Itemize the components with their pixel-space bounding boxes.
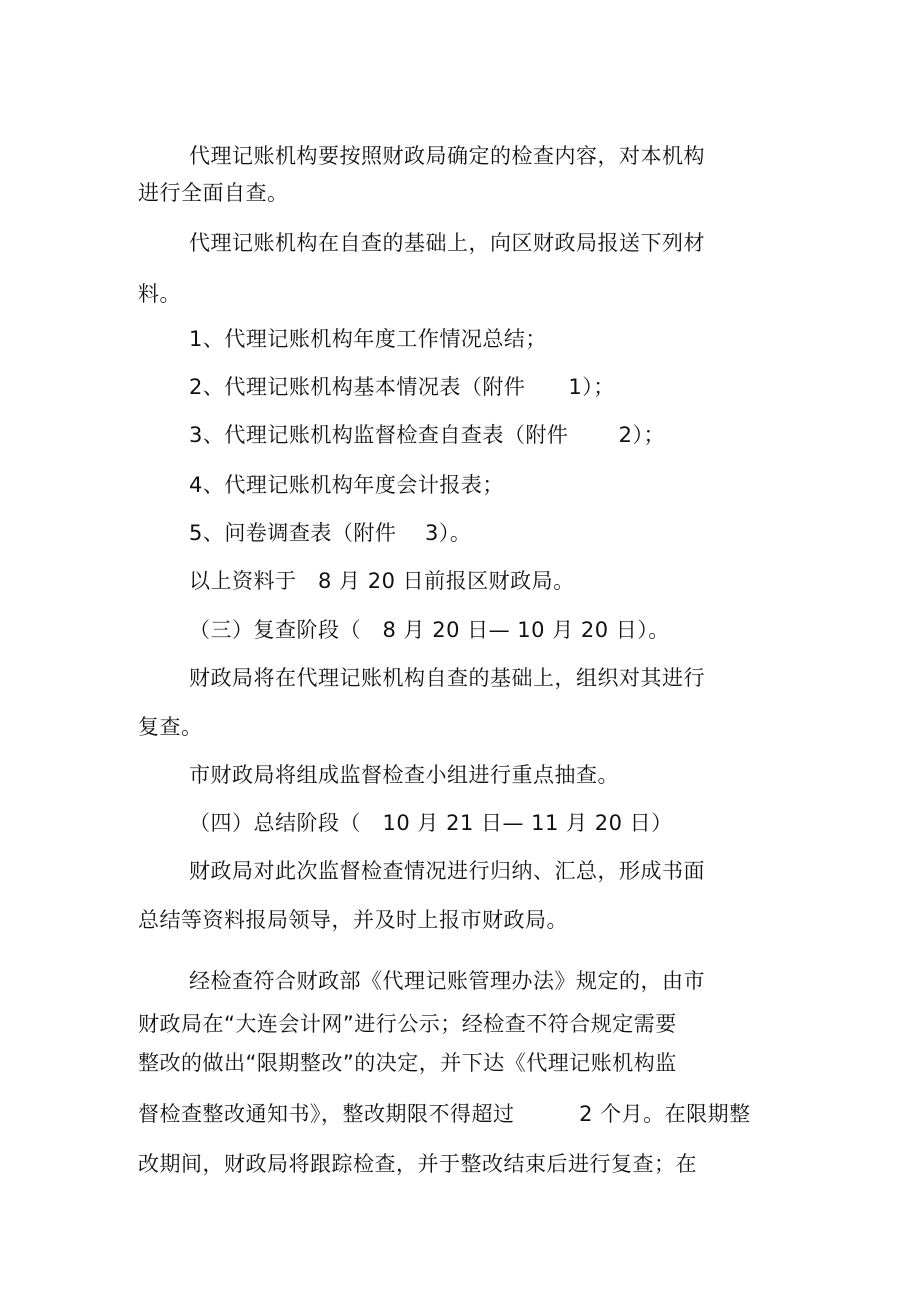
paragraph-line: 市财政局将组成监督检查小组进行重点抽查。 xyxy=(189,763,619,787)
list-item: 3、代理记账机构监督检查自查表（附件 2）； xyxy=(189,423,665,447)
section-heading: （四）总结阶段（ 10 月 21 日— 11 月 20 日） xyxy=(189,811,673,835)
paragraph-line: 督检查整改通知书》，整改期限不得超过 2 个月。在限期整 xyxy=(138,1102,751,1126)
paragraph-line: 料。 xyxy=(138,282,181,306)
list-item: 2、代理记账机构基本情况表（附件 1）； xyxy=(189,375,615,399)
paragraph-line: 复查。 xyxy=(138,715,203,739)
paragraph-line: 财政局对此次监督检查情况进行归纳、汇总，形成书面 xyxy=(189,859,705,883)
paragraph-line: 以上资料于 8 月 20 日前报区财政局。 xyxy=(189,569,575,593)
paragraph-line: 经检查符合财政部《代理记账管理办法》规定的，由市 xyxy=(189,969,705,993)
paragraph-line: 财政局将在代理记账机构自查的基础上，组织对其进行 xyxy=(189,666,705,690)
list-item: 5、问卷调查表（附件 3）。 xyxy=(189,521,472,545)
paragraph-line: 改期间，财政局将跟踪检查，并于整改结束后进行复查；在 xyxy=(138,1152,697,1176)
paragraph-line: 代理记账机构在自查的基础上，向区财政局报送下列材 xyxy=(189,231,705,255)
section-heading: （三）复查阶段（ 8 月 20 日— 10 月 20 日）。 xyxy=(189,618,670,642)
paragraph-line: 代理记账机构要按照财政局确定的检查内容，对本机构 xyxy=(189,144,705,168)
paragraph-line: 进行全面自查。 xyxy=(138,181,289,205)
paragraph-line: 整改的做出“限期整改”的决定，并下达《代理记账机构监 xyxy=(138,1051,677,1075)
list-item: 4、代理记账机构年度会计报表； xyxy=(189,473,504,497)
paragraph-line: 财政局在“大连会计网”进行公示；经检查不符合规定需要 xyxy=(138,1012,677,1036)
list-item: 1、代理记账机构年度工作情况总结； xyxy=(189,327,547,351)
paragraph-line: 总结等资料报局领导，并及时上报市财政局。 xyxy=(138,908,568,932)
